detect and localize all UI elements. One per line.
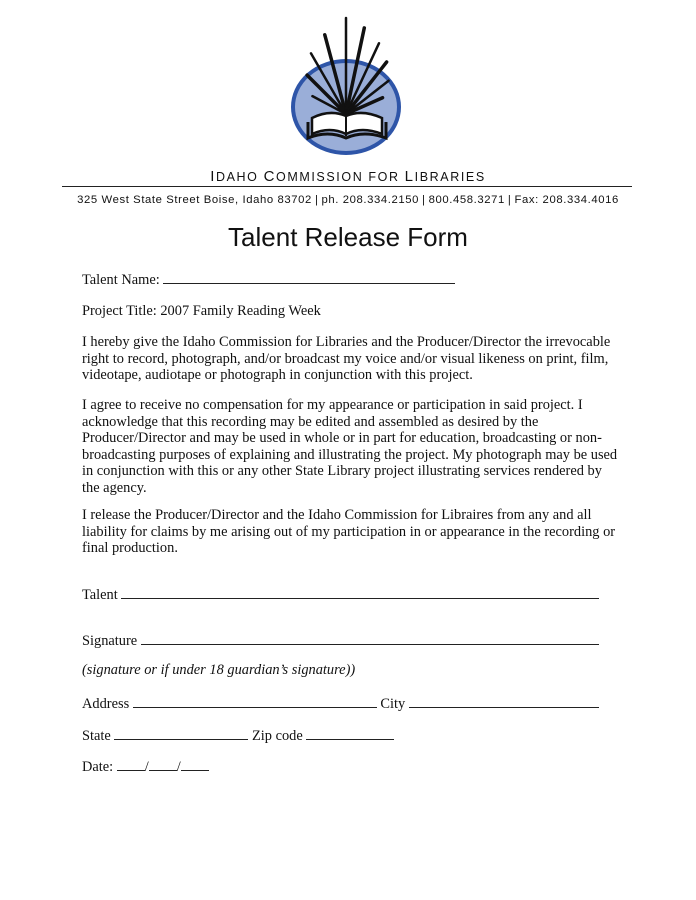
release-paragraph-1: I hereby give the Idaho Commission for Libraries and the Producer/Director the irrevocable right to record, photograph, and/or broadcast my voice and/or visual likeness on print, film, videotape, audiotape or photograph in conjunction with this project.	[82, 334, 611, 383]
address-row: Address City	[82, 694, 599, 713]
talent-row: Talent	[82, 585, 599, 604]
header-divider	[62, 186, 632, 187]
date-month-field[interactable]	[117, 757, 145, 771]
state-field[interactable]	[114, 726, 248, 740]
date-row: Date: / /	[82, 757, 209, 776]
zip-code-field[interactable]	[306, 726, 394, 740]
talent-name-row: Talent Name:	[82, 270, 455, 289]
state-zip-row: State Zip code	[82, 726, 394, 745]
release-paragraph-2: I agree to receive no compensation for my appearance or participation in said project. I acknowledge that this recording may be edited and assembled as desired by the Producer/Director and may be used in whole or in part for education, broadcasting or non-broadcasting purposes of explaining and illustrating the project. My photograph may be used in conjunction with this or any other State Library project illustrating services rendered by the agency.	[82, 397, 618, 496]
release-paragraph-3: I release the Producer/Director and the Idaho Commission for Libraires from any and all liability for claims by me arising out of my participation in or appearance in the recording or final production.	[82, 507, 616, 556]
signature-row: Signature	[82, 631, 599, 650]
date-year-field[interactable]	[181, 757, 209, 771]
open-book-with-rays-icon	[0, 0, 696, 170]
talent-name-field[interactable]	[163, 270, 455, 284]
address-field[interactable]	[133, 694, 377, 708]
page-title: Talent Release Form	[228, 222, 468, 252]
city-field[interactable]	[409, 694, 599, 708]
talent-field[interactable]	[121, 585, 599, 599]
contact-line: 325 West State Street Boise, Idaho 83702 | ph. 208.334.2150 | 800.458.3271 | Fax: 208.334.4016	[77, 194, 619, 206]
book-icon	[308, 113, 386, 138]
toll-free-number: 800.458.3271	[428, 194, 505, 206]
fax-number: Fax: 208.334.4016	[514, 194, 619, 206]
organization-name: IDAHO COMMISSION FOR LIBRARIES	[210, 168, 486, 185]
project-title: Project Title: 2007 Family Reading Week	[82, 303, 321, 319]
phone-number: ph. 208.334.2150	[321, 194, 420, 206]
date-day-field[interactable]	[149, 757, 177, 771]
signature-note: (signature or if under 18 guardian’s signature))	[82, 662, 356, 678]
street-address: 325 West State Street Boise, Idaho 83702	[77, 194, 312, 206]
signature-field[interactable]	[141, 631, 599, 645]
